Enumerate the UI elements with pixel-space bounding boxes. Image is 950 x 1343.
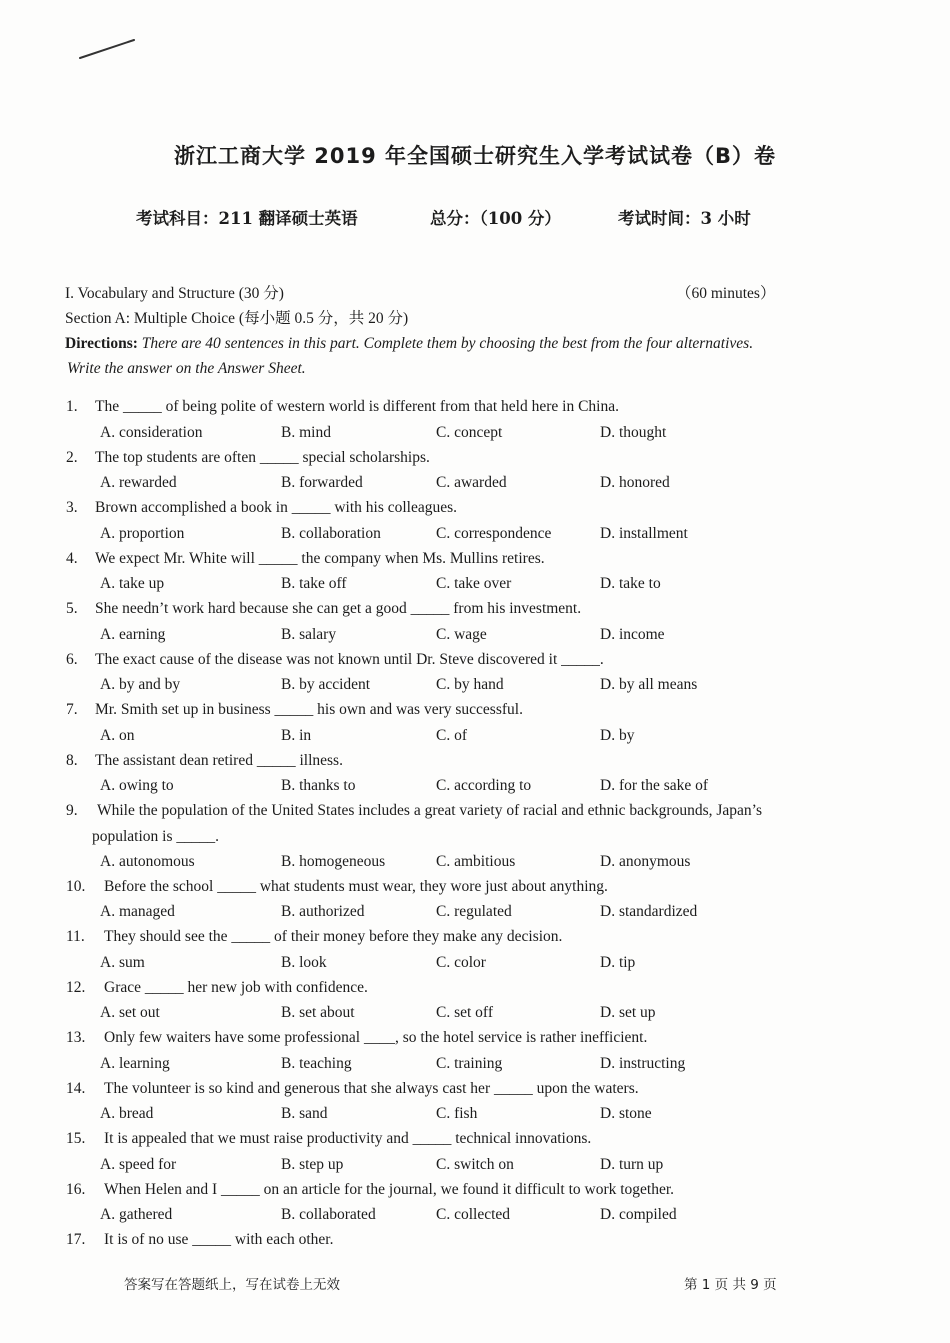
question-stem: Brown accomplished a book in _____ with his colleagues. — [95, 499, 458, 516]
answer-option[interactable]: D. stone — [600, 1105, 652, 1122]
answer-option[interactable]: D. for the sake of — [600, 777, 709, 794]
answer-option[interactable]: C. of — [436, 726, 467, 744]
question-stem: The _____ of being polite of western world is different from that held here in China. — [95, 398, 619, 415]
section-sub-heading: Section A: Multiple Choice (每小题 0.5 分，共 20 分) — [65, 310, 409, 327]
answer-option[interactable]: B. teaching — [281, 1054, 352, 1072]
answer-option[interactable]: A. take up — [100, 575, 165, 592]
answer-option[interactable]: D. by — [600, 726, 635, 744]
question-number: 6. — [66, 650, 78, 668]
answer-option[interactable]: D. set up — [600, 1004, 656, 1021]
footer-note: 答案写在答题纸上，写在试卷上无效 — [124, 1277, 340, 1293]
answer-option[interactable]: A. learning — [100, 1054, 170, 1072]
question-number: 1. — [66, 398, 78, 415]
answer-option[interactable]: C. ambitious — [436, 852, 516, 870]
section-heading: I. Vocabulary and Structure (30 分) — [65, 285, 284, 302]
answer-option[interactable]: B. set about — [281, 1004, 355, 1021]
question-number: 15. — [66, 1130, 86, 1147]
answer-option[interactable]: B. step up — [281, 1155, 344, 1173]
directions-label: Directions: — [65, 335, 138, 352]
question-number: 12. — [66, 978, 86, 996]
question-number: 5. — [66, 600, 78, 617]
answer-option[interactable]: A. sum — [100, 953, 145, 971]
question-number: 4. — [66, 549, 78, 567]
answer-option[interactable]: C. fish — [436, 1105, 478, 1122]
answer-option[interactable]: A. rewarded — [100, 474, 177, 491]
question-stem: Mr. Smith set up in business _____ his own and was very successful. — [95, 701, 523, 718]
question-stem: The volunteer is so kind and generous that she always cast her _____ upon the waters. — [104, 1079, 639, 1097]
page-number: 第 1 页 共 9 页 — [684, 1277, 777, 1293]
question-number: 9. — [66, 802, 78, 819]
answer-option[interactable]: B. take off — [281, 575, 347, 592]
answer-option[interactable]: A. managed — [100, 903, 175, 920]
answer-option[interactable]: C. by hand — [436, 676, 504, 693]
question-stem: While the population of the United States includes a great variety of racial and ethnic backgrounds, Japan’s — [97, 802, 762, 819]
answer-option[interactable]: C. switch on — [436, 1155, 514, 1173]
answer-option[interactable]: B. look — [281, 953, 327, 971]
directions — [65, 334, 753, 354]
answer-option[interactable]: B. by accident — [281, 676, 371, 693]
answer-option[interactable]: A. owing to — [100, 777, 174, 794]
answer-option[interactable]: A. on — [100, 726, 135, 744]
answer-option[interactable]: C. take over — [436, 575, 512, 592]
answer-option[interactable]: B. mind — [281, 423, 331, 441]
answer-option[interactable]: D. income — [600, 625, 665, 643]
answer-option[interactable]: B. forwarded — [281, 474, 363, 491]
answer-option[interactable]: D. take to — [600, 575, 661, 592]
answer-option[interactable]: C. training — [436, 1054, 503, 1072]
total-score: 总分：（100 分） — [430, 209, 561, 228]
answer-option[interactable]: C. regulated — [436, 903, 512, 920]
answer-option[interactable]: A. bread — [100, 1105, 154, 1122]
directions-text-2: Write the answer on the Answer Sheet. — [67, 360, 306, 377]
answer-option[interactable]: D. compiled — [600, 1206, 677, 1223]
answer-option[interactable]: C. awarded — [436, 474, 507, 491]
answer-option[interactable]: A. earning — [100, 625, 166, 643]
answer-option[interactable]: C. collected — [436, 1206, 511, 1223]
question-number: 7. — [66, 701, 78, 718]
answer-option[interactable]: C. according to — [436, 777, 532, 794]
question-stem: The exact cause of the disease was not known until Dr. Steve discovered it _____. — [95, 650, 604, 668]
question-stem: Grace _____ her new job with confidence. — [104, 978, 368, 996]
answer-option[interactable]: B. collaboration — [281, 524, 381, 542]
answer-option[interactable]: A. consideration — [100, 423, 203, 441]
question-number: 14. — [66, 1079, 86, 1097]
question-stem-continued: population is _____. — [92, 827, 220, 845]
answer-option[interactable]: D. thought — [600, 423, 667, 441]
exam-title: 浙江工商大学 2019 年全国硕士研究生入学考试试卷（B）卷 — [173, 144, 777, 168]
answer-option[interactable]: B. in — [281, 726, 312, 744]
answer-option[interactable]: D. installment — [600, 524, 688, 542]
answer-option[interactable]: B. authorized — [281, 903, 365, 920]
answer-option[interactable]: A. set out — [100, 1004, 160, 1021]
answer-option[interactable]: C. set off — [436, 1004, 493, 1021]
answer-option[interactable]: B. sand — [281, 1105, 328, 1122]
question-number: 11. — [66, 928, 85, 945]
answer-option[interactable]: D. tip — [600, 953, 636, 971]
question-stem: They should see the _____ of their money before they make any decision. — [104, 928, 563, 945]
exam-subject: 考试科目：211 翻译硕士英语 — [136, 209, 358, 228]
question-number: 10. — [66, 877, 86, 895]
question-stem: Before the school _____ what students must wear, they wore just about anything. — [104, 877, 608, 895]
answer-option[interactable]: B. homogeneous — [281, 852, 386, 870]
question-number: 8. — [66, 751, 78, 769]
directions-text-1: There are 40 sentences in this part. Complete them by choosing the best from the four alternatives. — [141, 335, 754, 352]
question-number: 17. — [66, 1231, 86, 1248]
answer-option[interactable]: A. autonomous — [100, 852, 195, 870]
answer-option[interactable]: B. collaborated — [281, 1206, 376, 1223]
question-number: 3. — [66, 499, 78, 516]
answer-option[interactable]: D. standardized — [600, 903, 698, 920]
section-duration: （60 minutes） — [676, 285, 776, 302]
answer-option[interactable]: A. gathered — [100, 1206, 173, 1223]
answer-option[interactable]: D. by all means — [600, 676, 698, 693]
answer-option[interactable]: C. concept — [436, 423, 503, 441]
question-number: 2. — [66, 448, 78, 466]
answer-option[interactable]: A. speed for — [100, 1155, 177, 1173]
pen-stroke-mark — [78, 38, 136, 62]
question-stem: The top students are often _____ special scholarships. — [95, 448, 430, 466]
answer-option[interactable]: D. turn up — [600, 1155, 664, 1173]
answer-option[interactable]: A. proportion — [100, 524, 185, 542]
answer-option[interactable]: B. salary — [281, 625, 337, 643]
answer-option[interactable]: C. correspondence — [436, 524, 552, 542]
answer-option[interactable]: A. by and by — [100, 676, 181, 693]
answer-option[interactable]: C. wage — [436, 625, 487, 643]
answer-option[interactable]: D. honored — [600, 474, 670, 491]
question-stem: She needn’t work hard because she can get a good _____ from his investment. — [95, 600, 582, 617]
question-number: 13. — [66, 1029, 86, 1046]
exam-time: 考试时间：3 小时 — [618, 209, 751, 228]
question-number: 16. — [66, 1180, 86, 1198]
question-stem: It is appealed that we must raise productivity and _____ technical innovations. — [104, 1130, 592, 1147]
question-stem: We expect Mr. White will _____ the company when Ms. Mullins retires. — [95, 549, 545, 567]
answer-option[interactable]: B. thanks to — [281, 777, 356, 794]
answer-option[interactable]: C. color — [436, 953, 486, 971]
question-stem: It is of no use _____ with each other. — [104, 1231, 334, 1248]
answer-option[interactable]: D. instructing — [600, 1054, 686, 1072]
question-stem: The assistant dean retired _____ illness. — [95, 751, 343, 769]
question-stem: Only few waiters have some professional ____, so the hotel service is rather inefficient. — [104, 1029, 648, 1046]
answer-option[interactable]: D. anonymous — [600, 852, 691, 870]
question-stem: When Helen and I _____ on an article for the journal, we found it difficult to work together. — [104, 1180, 675, 1198]
